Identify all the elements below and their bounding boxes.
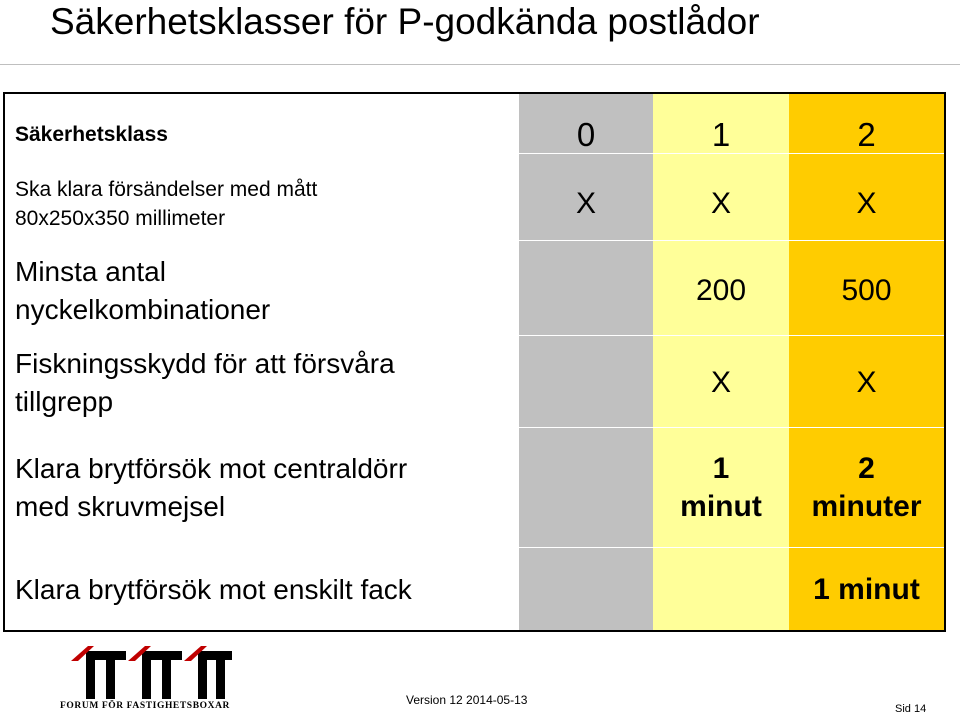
- slide-title: Säkerhetsklasser för P-godkända postlådor: [50, 1, 760, 42]
- value-line: minut: [680, 490, 762, 523]
- class-1-header: 1: [711, 116, 731, 153]
- header-label: Säkerhetsklass: [15, 123, 168, 146]
- row3-class1-value: X: [710, 366, 731, 399]
- row-label-dimensions: [5, 166, 519, 242]
- row1-class2-value: X: [856, 187, 877, 220]
- page-number: Sid 14: [895, 703, 927, 715]
- row1-class0-value: X: [575, 187, 596, 220]
- row-label-line: Klara brytförsök mot centraldörr: [15, 453, 408, 484]
- row-label-single-box: Klara brytförsök mot enskilt fack: [15, 574, 412, 605]
- row-label-line: Minsta antal: [15, 256, 166, 287]
- row5-class2-value: 1 minut: [813, 573, 920, 606]
- value-line: 2: [858, 452, 875, 485]
- row2-class1-value: 200: [695, 274, 747, 307]
- version-label: Version 12 2014-05-13: [406, 693, 528, 707]
- row-label-line: nyckelkombinationer: [15, 294, 271, 325]
- row-divider: [519, 335, 944, 336]
- row2-class2-value: 500: [841, 274, 892, 307]
- row-label-line: Fiskningsskydd för att försvåra: [15, 348, 395, 379]
- row-label-line: Ska klara försändelser med mått: [15, 178, 318, 201]
- security-class-table: [3, 92, 946, 632]
- row-label-fishing-protection: [5, 340, 519, 426]
- row-label-central-door: [5, 440, 519, 536]
- row-label-line: med skruvmejsel: [15, 491, 226, 522]
- class-2-header: 2: [857, 116, 876, 153]
- logo-text: FORUM FÖR FASTIGHETSBOXAR: [60, 701, 231, 711]
- class-0-header: 0: [576, 116, 596, 153]
- row-label-line: tillgrepp: [15, 386, 114, 417]
- row3-class2-value: X: [856, 366, 877, 399]
- forum-logo-icon: [56, 643, 236, 701]
- value-line: minuter: [811, 490, 922, 523]
- row1-class1-value: X: [710, 187, 731, 220]
- row4-class1-value: [653, 440, 789, 536]
- row-divider: [519, 547, 944, 548]
- row-label-line: 80x250x350 millimeter: [15, 207, 226, 230]
- row4-class2-value: [789, 440, 944, 536]
- row-divider: [519, 427, 944, 428]
- value-line: 1: [712, 452, 730, 485]
- title-divider: [0, 64, 960, 65]
- row-label-key-combinations: [5, 248, 519, 334]
